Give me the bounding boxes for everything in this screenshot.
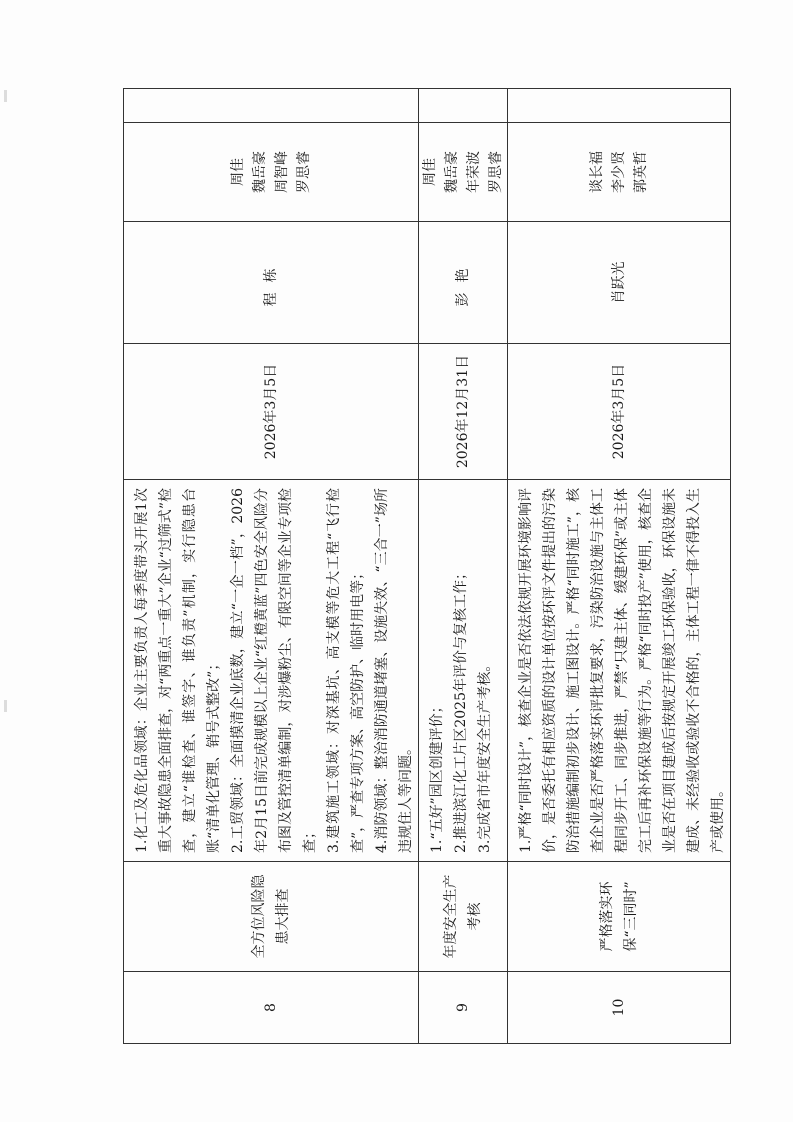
row-number: 9	[419, 972, 508, 1044]
table-row	[419, 89, 508, 1044]
content-line: 1.化工及危化品领域：企业主要负责人每季度带头开展1次重大事故隐患全面排查，对“两重点一重大”企业“过筛式”检查，建立“谁检查、谁签字、谁负责”机制，实行隐患台账“清单化管理、销号式整改”；	[134, 488, 222, 853]
table-row	[508, 89, 731, 1044]
task-table	[123, 88, 731, 1044]
responsible-persons	[124, 123, 419, 222]
scan-mark	[4, 700, 7, 712]
responsible-person: 罗思睿	[296, 151, 312, 193]
rotated-page-content	[123, 89, 726, 1044]
responsible-person: 魏岳豪	[444, 151, 460, 193]
responsible-person: 周佳	[230, 158, 246, 186]
remarks-cell	[508, 89, 731, 123]
task-content	[419, 480, 508, 862]
lead-official: 彭艳	[419, 222, 508, 344]
lead-official: 程栋	[124, 222, 419, 344]
content-line: 4.消防领域：整治消防通道堵塞、设施失效、“三合一”场所违规住人等问题。	[374, 488, 414, 853]
responsible-person: 周智峰	[274, 151, 290, 193]
responsible-person: 郭英哲	[633, 151, 649, 193]
lead-official: 肖跃光	[508, 222, 731, 344]
remarks-cell	[419, 89, 508, 123]
row-number: 8	[124, 972, 419, 1044]
content-line: 3.完成省市年度安全生产考核。	[477, 657, 493, 853]
responsible-person: 李少贤	[611, 151, 627, 193]
deadline: 2026年12月31日	[419, 344, 508, 480]
task-name: 年度安全生产考核	[419, 862, 508, 972]
task-content	[124, 480, 419, 862]
responsible-persons	[419, 123, 508, 222]
responsible-person: 谈长福	[589, 151, 605, 193]
deadline: 2026年3月5日	[508, 344, 731, 480]
task-content	[508, 480, 731, 862]
deadline: 2026年3月5日	[124, 344, 419, 480]
table-row	[124, 89, 419, 1044]
content-line: 2.推进滨江化工片区2025年评价与复核工作；	[453, 566, 469, 853]
scan-mark	[4, 90, 7, 102]
content-line: 1.严格“同时设计”，核查企业是否依法依规开展环境影响评价，是否委托有相应资质的设计单位按环评文件提出的污染防治措施编制初步设计、施工图设计。严格“同时施工”，核查企业是否严格落实环评批复要求，污染防治设施与主体工程同步开工、同步推进，严禁“只建主体、缓建环保”或主体完工后再补环保设施等行为。严格“同时投产”使用，核查企业是否在项目建成后按规定开展竣工环保验收，环保设施未建成、未经验收或验收不合格的，主体工程一律不得投入生产或使用。	[518, 488, 726, 853]
content-line: 2.工贸领域：全面摸清企业底数，建立“一企一档”，2026年2月15日前完成规模以上企业“红橙黄蓝”四色安全风险分布图及管控清单编制，对涉爆粉尘、有限空间等企业专项检查；	[230, 488, 318, 853]
responsible-person: 年荣波	[466, 151, 482, 193]
remarks-cell	[124, 89, 419, 123]
responsible-persons	[508, 123, 731, 222]
content-line: 1.“五好”园区创建评价；	[429, 699, 445, 853]
responsible-person: 周佳	[422, 158, 438, 186]
responsible-person: 魏岳豪	[252, 151, 268, 193]
content-line: 3.建筑施工领域：对深基坑、高支模等危大工程“飞行检查”，严查专项方案、高空防护、临时用电等；	[326, 488, 366, 853]
row-number: 10	[508, 972, 731, 1044]
responsible-person: 罗思睿	[488, 151, 504, 193]
task-name: 严格落实环保“三同时”	[508, 862, 731, 972]
task-name: 全方位风险隐患大排查	[124, 862, 419, 972]
